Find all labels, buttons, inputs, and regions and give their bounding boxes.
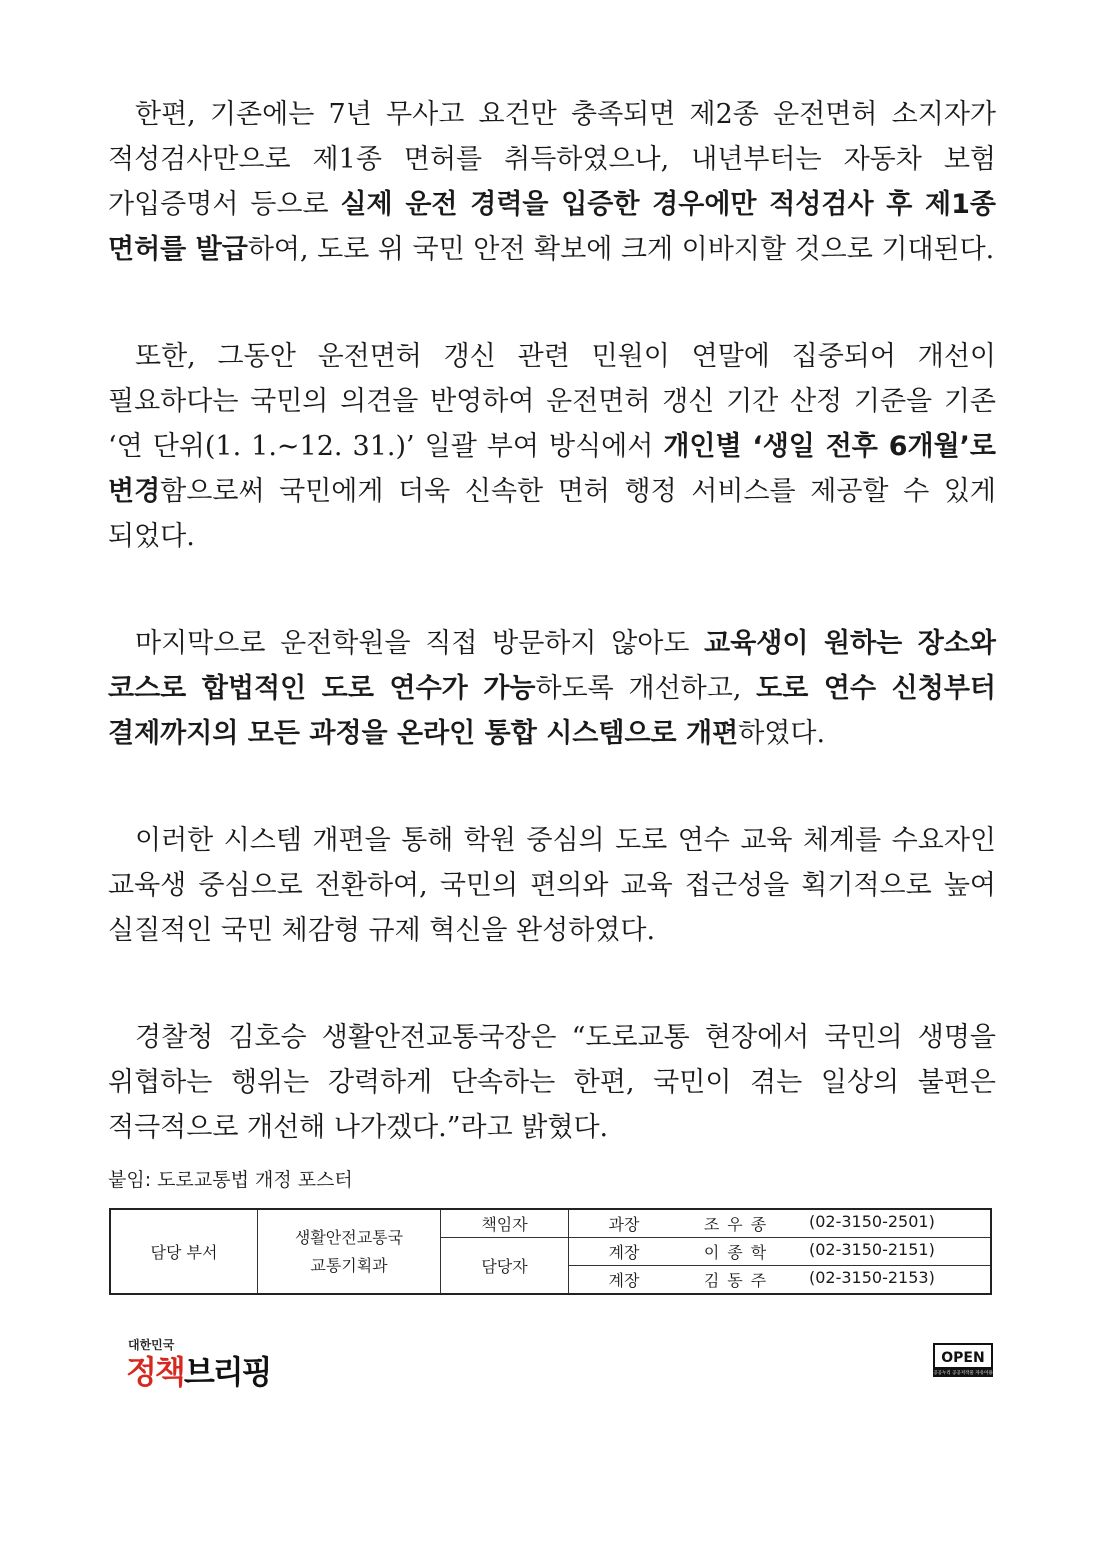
contact-title: 과장 xyxy=(608,1215,640,1234)
text-segment: 함으로써 국민에게 더욱 신속한 면허 행정 서비스를 제공할 수 있게 되었다. xyxy=(108,476,996,552)
contact-phone: (02-3150-2501) xyxy=(809,1212,935,1231)
open-license-logo xyxy=(933,1343,993,1377)
paragraph xyxy=(108,621,996,756)
bold-text-segment: 교육생이 원하는 장소와 코스로 합법적인 도로 연수가 가능 xyxy=(108,628,996,704)
contact-row xyxy=(569,1266,992,1295)
bold-text-segment: 도로 연수 신청부터 결제까지의 모든 과정을 온라인 통합 시스템으로 개편 xyxy=(108,673,996,749)
bold-text-segment: 개인별 ‘생일 전후 6개월’로 변경 xyxy=(108,431,996,507)
text-segment: 또한, 그동안 운전면허 갱신 관련 민원이 연말에 집중되어 개선이 필요하다는 국민의 의견을 반영하여 운전면허 갱신 기간 산정 기준을 기존 ‘연 단위(1. 1.~12. 31.)’ 일괄 부여 방식에서 xyxy=(108,341,996,462)
open-logo-text: OPEN xyxy=(941,1350,985,1366)
text-segment: 마지막으로 운전학원을 직접 방문하지 않아도 xyxy=(135,628,705,659)
contact-name: 조우종 xyxy=(703,1215,775,1234)
text-segment: 하여, 도로 위 국민 안전 확보에 크게 이바지할 것으로 기대된다. xyxy=(247,234,995,265)
contact-title: 계장 xyxy=(608,1243,640,1262)
open-logo-subtext: 공공누리 공공저작물 자유이용 xyxy=(933,1371,993,1376)
contact-name: 이종학 xyxy=(703,1243,775,1262)
text-segment: 이러한 시스템 개편을 통해 학원 중심의 도로 연수 교육 체계를 수요자인 교육생 중심으로 전환하여, 국민의 편의와 교육 접근성을 획기적으로 높여 실질적인 국민 체감형 규제 혁신을 완성하였다. xyxy=(108,825,996,946)
role-staff: 담당자 xyxy=(441,1238,569,1295)
logo-small-text: 대한민국 xyxy=(128,1338,175,1352)
logo-big-text xyxy=(126,1347,271,1393)
contact-row xyxy=(569,1238,992,1266)
contact-phone: (02-3150-2151) xyxy=(809,1240,935,1259)
contact-title: 계장 xyxy=(608,1271,640,1290)
paragraph xyxy=(108,1015,996,1150)
paragraph xyxy=(108,818,996,953)
org-line1: 생활안전교통국 xyxy=(294,1227,404,1247)
role-responsible: 책임자 xyxy=(441,1209,569,1238)
contact-name: 김동주 xyxy=(703,1271,775,1290)
attachment-note: 붙임: 도로교통법 개정 포스터 xyxy=(108,1169,353,1191)
text-segment: 하도록 개선하고, xyxy=(535,673,757,704)
contact-row xyxy=(569,1209,992,1238)
contact-table xyxy=(109,1208,992,1295)
bold-text-segment: 실제 운전 경력을 입증한 경우에만 적성검사 후 제1종 면허를 발급 xyxy=(108,189,996,265)
paragraph xyxy=(108,92,996,272)
text-segment: 경찰청 김호승 생활안전교통국장은 “도로교통 현장에서 국민의 생명을 위협하는 행위는 강력하게 단속하는 한편, 국민이 겪는 일상의 불편은 적극적으로 개선해 나가겠다.”라고 밝혔다. xyxy=(108,1022,996,1143)
contact-phone: (02-3150-2153) xyxy=(809,1268,935,1287)
paragraph xyxy=(108,334,996,559)
org-name xyxy=(258,1209,441,1294)
text-segment: 한편, 기존에는 7년 무사고 요건만 충족되면 제2종 운전면허 소지자가 적성검사만으로 제1종 면허를 취득하였으나, 내년부터는 자동차 보험 가입증명서 등으로 xyxy=(108,99,996,220)
text-segment: 하였다. xyxy=(738,718,826,749)
logo-big-text-part1: 정책 xyxy=(126,1353,184,1391)
dept-label: 담당 부서 xyxy=(110,1209,258,1294)
policy-briefing-logo xyxy=(126,1336,273,1391)
org-line2: 교통기획과 xyxy=(310,1255,388,1275)
document-body xyxy=(108,92,996,1212)
logo-big-text-part2: 브리핑 xyxy=(183,1353,271,1391)
